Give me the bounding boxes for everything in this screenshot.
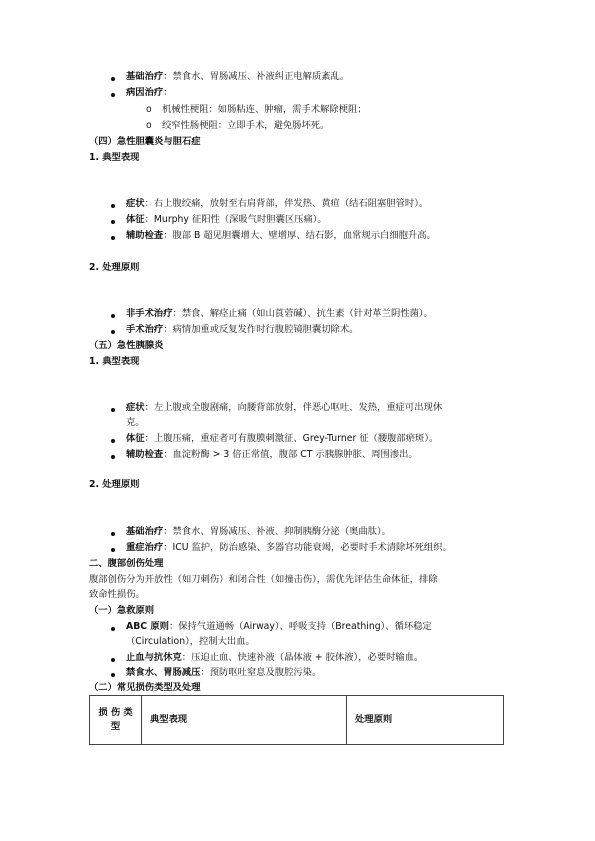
paragraph-line: 致命性损伤。: [89, 589, 145, 600]
section-title: （五）急性胰腺炎: [89, 340, 164, 351]
list-item: 基础治疗：禁食水、胃肠减压、补液、抑制胰酶分泌（奥曲肽）。: [126, 526, 391, 537]
section-title: （一）急救原则: [89, 605, 155, 616]
list-item: 手术治疗：病情加重或反复发作时行腹腔镜胆囊切除术。: [126, 324, 359, 335]
list-item-continuation: 克。: [126, 417, 145, 428]
bullet-dot: [111, 314, 115, 318]
bullet-dot: [111, 673, 115, 677]
table-header-row: [90, 696, 504, 745]
bullet-dot: [111, 439, 115, 443]
list-item: 辅助检查：血淀粉酶 > 3 倍正常值，腹部 CT 示胰腺肿胀、周围渗出。: [126, 449, 418, 460]
section-title: （四）急性胆囊炎与胆石症: [89, 136, 201, 147]
list-item: 病因治疗：: [126, 87, 173, 98]
subheading: 1. 典型表现: [89, 356, 140, 367]
chapter-title: 二、腹部创伤处理: [89, 558, 164, 569]
table-header-cell: 典型表现: [142, 696, 347, 745]
subheading: 2. 处理原则: [89, 479, 140, 490]
sub-list-item: 机械性梗阻：如肠粘连、肿瘤，需手术解除梗阻；: [162, 104, 367, 115]
list-item-continuation: （Circulation），控制大出血。: [126, 636, 255, 647]
paragraph-line: 腹部创伤分为开放性（如刀刺伤）和闭合性（如撞击伤），需优先评估生命体征，排除: [89, 574, 438, 585]
bullet-dot: [111, 204, 115, 208]
table-header-cell: 处理原则: [347, 696, 504, 745]
bullet-dot: [111, 77, 115, 81]
list-item: 禁食水、胃肠减压：预防呕吐窒息及腹腔污染。: [126, 667, 322, 678]
list-item: 止血与抗休克：压迫止血、快速补液（晶体液 + 胶体液），必要时输血。: [126, 652, 424, 663]
bullet-dot: [111, 532, 115, 536]
bullet-dot: [111, 658, 115, 662]
subheading: 2. 处理原则: [89, 262, 140, 273]
list-item: 重症治疗：ICU 监护，防治感染、多器官功能衰竭，必要时手术清除坏死组织。: [126, 542, 452, 553]
subheading: 1. 典型表现: [89, 152, 140, 163]
bullet-dot: [111, 548, 115, 552]
list-item: 基础治疗：禁食水、胃肠减压、补液纠正电解质紊乱。: [126, 71, 350, 82]
bullet-dot: [111, 627, 115, 631]
bullet-dot: [111, 93, 115, 97]
list-item: 非手术治疗：禁食、解痉止痛（如山莨菪碱）、抗生素（针对革兰阴性菌）。: [126, 308, 433, 319]
list-item: 体征：上腹压痛，重症者可有腹膜刺激征、Grey-Turner 征（腰腹部瘀斑）。: [126, 433, 439, 444]
bullet-dot: [111, 236, 115, 240]
list-item: 辅助检查：腹部 B 超见胆囊增大、壁增厚、结石影，血常规示白细胞升高。: [126, 230, 436, 241]
bullet-dot: [111, 455, 115, 459]
sub-list-item: 绞窄性肠梗阻：立即手术，避免肠坏死。: [162, 120, 330, 131]
bullet-dot: [111, 220, 115, 224]
table-header-cell: 损 伤 类型: [90, 696, 142, 745]
bullet-dot: [111, 408, 115, 412]
list-item: 症状：左上腹或全腹剧痛，向腰背部放射，伴恶心呕吐、发热，重症可出现休: [126, 402, 443, 413]
sub-bullet-marker: o: [146, 120, 152, 131]
sub-bullet-marker: o: [146, 104, 152, 115]
injury-type-table: [89, 695, 504, 745]
list-item: 症状：右上腹绞痛，放射至右肩背部，伴发热、黄疸（结石阻塞胆管时）。: [126, 198, 429, 209]
list-item: 体征：Murphy 征阳性（深吸气时胆囊区压痛）。: [126, 214, 327, 225]
section-title: （二）常见损伤类型及处理: [89, 682, 201, 693]
bullet-dot: [111, 330, 115, 334]
list-item: ABC 原则：保持气道通畅（Airway）、呼吸支持（Breathing）、循环稳定: [126, 621, 432, 632]
